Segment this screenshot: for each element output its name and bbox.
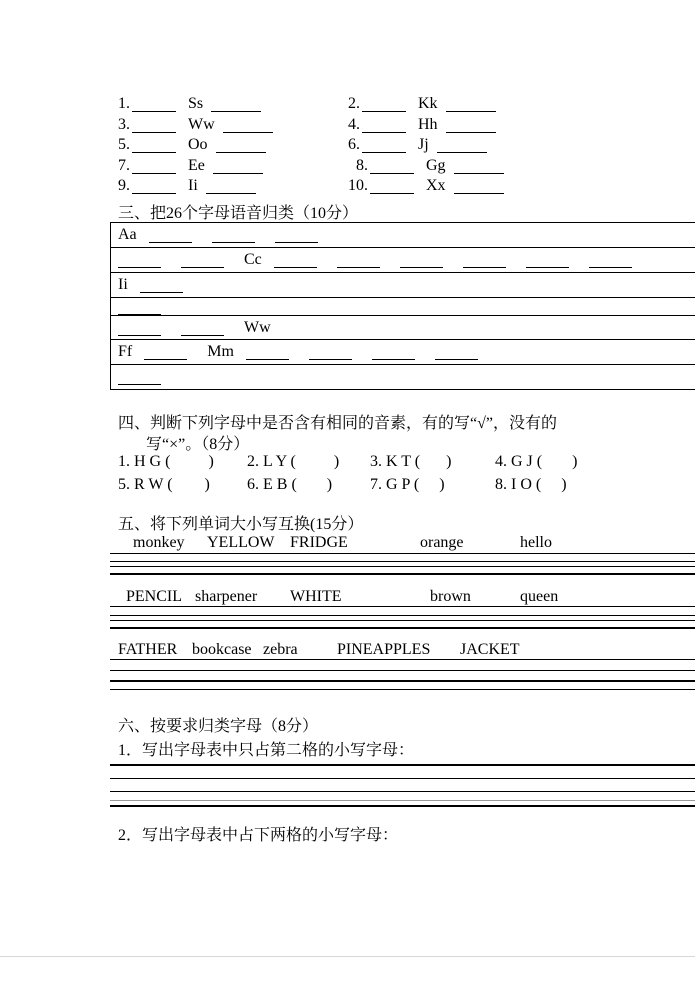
answer-blank [454, 173, 504, 174]
phoneme-item [247, 475, 370, 495]
answer-blank [118, 314, 161, 315]
answer-line-faint [110, 800, 695, 801]
phoneme-item [118, 475, 247, 495]
table-row [111, 298, 695, 316]
table-cell-text: Cc [244, 251, 262, 268]
letter-pair: Ss [188, 95, 204, 112]
phoneme-item-label: 1. H G [118, 453, 166, 470]
item-number: 6. [348, 136, 360, 154]
letter-pair: Gg [426, 156, 446, 174]
word-group-2 [110, 588, 695, 606]
letter-sound-table [110, 222, 695, 390]
answer-line [110, 561, 695, 562]
paren-close: ) [333, 453, 340, 470]
item-number: 7. [118, 156, 130, 174]
answer-blank [370, 193, 414, 194]
letter-list-item [118, 135, 266, 156]
answer-blank [274, 267, 317, 268]
paren-close: ) [204, 476, 210, 493]
answer-blank [372, 359, 415, 360]
section3-heading: 三、把26个字母语音归类（10分） [118, 205, 359, 222]
table-cell-text: Aa [118, 226, 137, 243]
answer-blank [118, 384, 161, 385]
answer-blank [144, 359, 187, 360]
answer-blank [362, 152, 406, 153]
letter-pair: Oo [188, 136, 208, 154]
answer-blank [149, 242, 192, 243]
answer-blank [132, 173, 176, 174]
letter-list-item [356, 156, 504, 177]
paren-open: ( [291, 476, 297, 493]
paren-open: ( [414, 453, 421, 470]
phoneme-item [370, 452, 495, 472]
answer-line [110, 778, 695, 779]
answer-line-thick [110, 573, 695, 575]
answer-blank [140, 292, 183, 293]
table-row [111, 340, 695, 365]
section4-heading-line2: 写“×”。（8分） [146, 436, 250, 453]
letter-list-item [118, 94, 261, 115]
table-cell-text: Mm [207, 343, 234, 360]
phoneme-item [495, 452, 695, 472]
letter-pair: Ii [188, 177, 198, 195]
letter-pair: Xx [426, 177, 446, 195]
item-number: 2. [348, 95, 360, 112]
paren-open: ( [167, 476, 173, 493]
answer-line [110, 670, 695, 671]
word-item: brown [430, 588, 471, 605]
answer-blank [211, 111, 261, 112]
word-item: orange [420, 534, 464, 551]
answer-blank [132, 152, 176, 153]
phoneme-item-label: 2. L Y [247, 453, 291, 470]
phoneme-item-label: 7. G P [370, 476, 414, 493]
word-item: PINEAPPLES [337, 641, 431, 658]
letter-list-item [118, 115, 273, 136]
table-row [111, 273, 695, 298]
answer-line-thick [110, 680, 695, 682]
answer-blank [526, 267, 569, 268]
phoneme-item [118, 452, 247, 472]
answer-blank [213, 173, 263, 174]
letter-pair: Ww [188, 115, 215, 133]
letter-list-item [348, 115, 496, 136]
answer-line-thick [110, 627, 695, 629]
item-number: 4. [348, 115, 360, 133]
answer-blank [132, 193, 176, 194]
phoneme-item-label: 5. R W [118, 476, 168, 493]
answer-line [110, 791, 695, 792]
letter-list-section [118, 94, 678, 197]
paren-open: ( [535, 476, 542, 493]
section6-item2: 2．写出字母表中占下两格的小写字母： [118, 827, 399, 844]
answer-blank [400, 267, 443, 268]
phoneme-item-label: 8. I O [495, 476, 536, 493]
answer-blank [463, 267, 506, 268]
answer-line [110, 553, 695, 554]
letter-list-item [348, 176, 504, 197]
word-item: FRIDGE [290, 534, 348, 551]
answer-line [110, 615, 695, 616]
phoneme-item-label: 3. K T [370, 453, 415, 470]
answer-blank [275, 242, 318, 243]
answer-blank [370, 173, 414, 174]
answer-blank [435, 359, 478, 360]
item-number: 10. [348, 177, 368, 195]
phoneme-item [247, 452, 370, 472]
word-item: zebra [263, 641, 298, 658]
answer-blank [362, 132, 406, 133]
answer-line [110, 566, 695, 567]
letter-list-row [118, 115, 678, 136]
answer-blank [309, 359, 352, 360]
word-item: sharpener [195, 588, 258, 605]
paren-open: ( [290, 453, 296, 470]
answer-blank [589, 267, 632, 268]
answer-blank [181, 267, 224, 268]
table-cell-text: Ii [118, 276, 128, 293]
phoneme-item-label: 4. G J [495, 453, 537, 470]
letter-list-row [118, 135, 678, 156]
answer-blank [181, 335, 224, 336]
answer-blank [362, 111, 406, 112]
answer-blank [216, 152, 266, 153]
answer-blank [118, 335, 161, 336]
phoneme-item-label: 6. E B [247, 476, 292, 493]
letter-pair: Jj [418, 136, 429, 154]
paren-close: ) [446, 453, 452, 470]
table-row [111, 248, 695, 273]
paren-close: ) [561, 476, 567, 493]
answer-blank [118, 267, 161, 268]
table-cell-text: Ww [244, 319, 271, 336]
paren-close: ) [572, 453, 578, 470]
word-group-3 [110, 641, 695, 659]
phoneme-item [370, 475, 495, 495]
word-item: monkey [133, 534, 185, 551]
letter-list-item [118, 176, 256, 197]
item-number: 5. [118, 136, 130, 154]
section6-item1: 1．写出字母表中只占第二格的小写字母： [118, 742, 415, 759]
paren-close: ) [208, 453, 214, 470]
answer-blank [132, 132, 176, 133]
word-item: PENCIL [126, 588, 182, 605]
section5-heading: 五、将下列单词大小写互换(15分） [118, 516, 364, 533]
word-item: hello [520, 534, 552, 551]
answer-line [110, 620, 695, 621]
letter-list-item [348, 135, 487, 156]
item-number: 3. [118, 115, 130, 133]
answer-line [110, 606, 695, 607]
letter-list-row [118, 94, 678, 115]
letter-pair: Hh [418, 115, 438, 133]
section6-heading: 六、按要求归类字母（8分） [118, 718, 319, 735]
paren-close: ) [439, 476, 445, 493]
answer-line-thick [110, 805, 695, 807]
phoneme-judgment-items [118, 452, 695, 495]
word-item: YELLOW [207, 534, 275, 551]
paren-open: ( [165, 453, 171, 470]
letter-list-row [118, 176, 678, 197]
answer-blank [437, 152, 487, 153]
word-item: JACKET [460, 641, 520, 658]
table-row [111, 223, 695, 248]
answer-blank [454, 193, 504, 194]
answer-blank [223, 132, 273, 133]
phoneme-item [495, 475, 695, 495]
letter-pair: Kk [418, 95, 438, 112]
answer-blank [212, 242, 255, 243]
word-group-1 [110, 534, 695, 552]
word-item: FATHER [118, 641, 178, 658]
answer-blank [337, 267, 380, 268]
answer-line [110, 659, 695, 660]
answer-blank [206, 193, 256, 194]
letter-list-item [118, 156, 263, 177]
paren-open: ( [536, 453, 543, 470]
table-row [111, 365, 695, 389]
paren-close: ) [326, 476, 333, 493]
letter-pair: Ee [188, 156, 205, 174]
table-cell-text: Ff [118, 343, 133, 360]
answer-blank [246, 359, 289, 360]
word-item: bookcase [192, 641, 252, 658]
answer-blank [132, 111, 176, 112]
word-item: queen [520, 588, 559, 605]
section4-heading-line1: 四、判断下列字母中是否含有相同的音素，有的写“√”，没有的 [118, 415, 557, 432]
table-row [111, 316, 695, 340]
letter-list-item [348, 94, 496, 115]
answer-blank [446, 111, 496, 112]
answer-line [110, 689, 695, 690]
answer-line-thick [110, 764, 695, 766]
letter-list-row [118, 156, 678, 177]
answer-blank [446, 132, 496, 133]
item-number: 9. [118, 177, 130, 195]
word-item: WHITE [290, 588, 342, 605]
item-number: 1. [118, 95, 130, 112]
page-bottom-divider [0, 956, 695, 957]
item-number: 8. [356, 156, 368, 174]
paren-open: ( [413, 476, 420, 493]
